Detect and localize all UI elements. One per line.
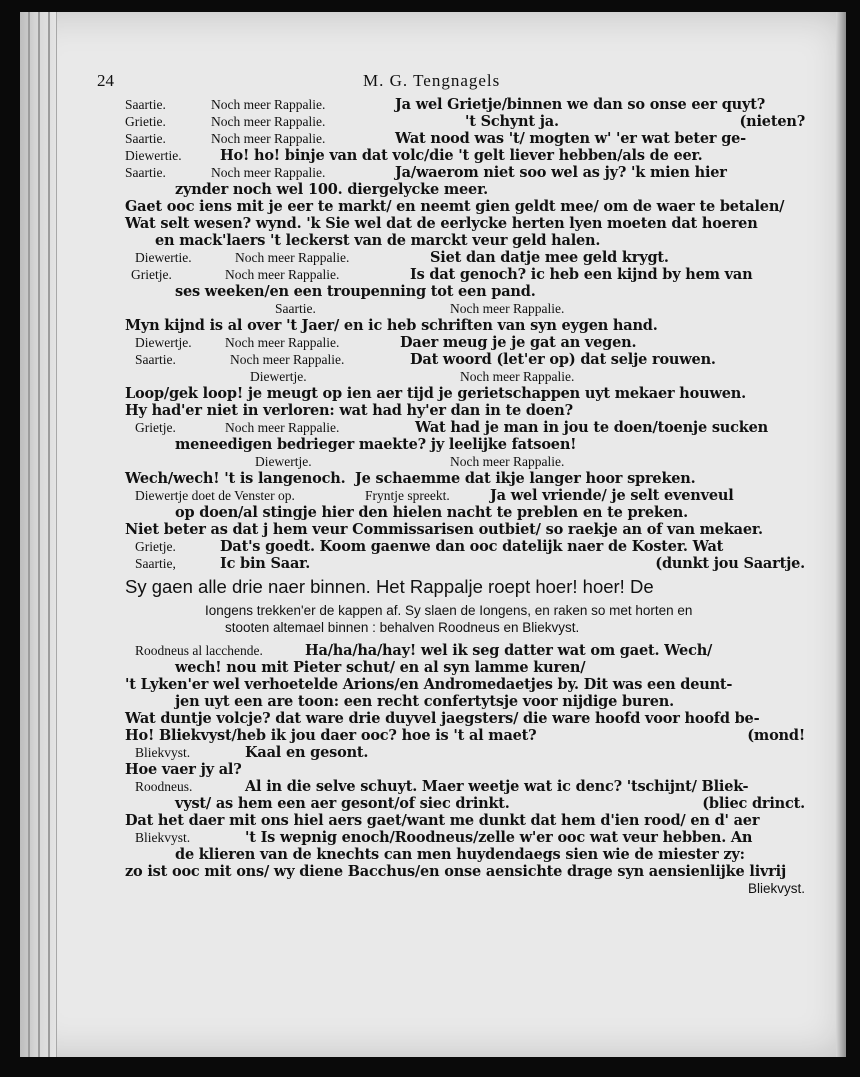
page-text — [97, 71, 805, 897]
verse-line: Niet beter as dat j hem veur Commissarisen outbiet/ so raekje an of van mekaer. — [125, 521, 763, 538]
speaker: Diewertje doet de Venster op. — [135, 488, 295, 503]
speaker: Diewertie. — [125, 148, 182, 163]
verse-line: 't Lyken'er wel verhoetelde Arions/en Andromedaetjes by. Dit was een deunt- — [125, 676, 733, 693]
refrain: Noch meer Rappalie. — [211, 131, 326, 146]
refrain: Noch meer Rappalie. — [230, 352, 345, 367]
refrain: Noch meer Rappalie. — [450, 301, 565, 316]
verse-line: Ha/ha/ha/hay! wel ik seg datter wat om gaet. Wech/ — [305, 642, 713, 659]
verse-turnover: (bliec drinct. — [702, 795, 805, 812]
speaker: Bliekvyst. — [135, 745, 191, 760]
verse-line: 't Schynt ja. — [465, 113, 559, 130]
verse-turnover: (mond! — [747, 727, 805, 744]
refrain: Noch meer Rappalie. — [211, 165, 326, 180]
verse-line: Wech/wech! 't is langenoch. — [125, 470, 346, 487]
page-number: 24 — [97, 71, 114, 90]
speaker: Diewertie. — [135, 250, 192, 265]
verse-line: Wat had je man in jou te doen/toenje sucken — [415, 419, 768, 436]
refrain: Noch meer Rappalie. — [460, 369, 575, 384]
speaker: Saartie, — [135, 556, 176, 571]
verse-line: Daer meug je je gat an vegen. — [400, 334, 637, 351]
speaker: Saartie. — [125, 97, 166, 112]
refrain: Fryntje spreekt. — [365, 488, 450, 503]
refrain: Noch meer Rappalie. — [450, 454, 565, 469]
speaker: Saartie. — [275, 301, 316, 316]
verse-line: Wat duntje volcje? dat ware drie duyvel jaegsters/ die ware hoofd voor hoofd be- — [125, 710, 760, 727]
refrain: Noch meer Rappalie. — [225, 267, 340, 282]
verse-line: Ja wel vriende/ je selt evenveul — [490, 487, 734, 504]
verse-line: Ja wel Grietje/binnen we dan so onse eer quyt? — [395, 96, 765, 113]
running-title: M. G. Tengnagels — [363, 71, 501, 90]
speaker: Diewertje. — [135, 335, 192, 350]
verse-line: Gaet ooc iens mit je eer te markt/ en neemt gien geldt mee/ om de waer te betalen/ — [125, 198, 785, 215]
verse-line: op doen/al stingje hier den hielen nacht te preblen en te preken. — [175, 504, 688, 521]
verse-line: meneedigen bedrieger maekte? jy leelijke fatsoen! — [175, 436, 577, 453]
verse-line: Kaal en gesont. — [245, 744, 369, 761]
verse-line: de klieren van de knechts can men huydendaegs sien wie de miester zy: — [175, 846, 745, 863]
refrain: Noch meer Rappalie. — [235, 250, 350, 265]
stage-direction: Sy gaen alle drie naer binnen. Het Rappalje roept hoer! hoer! De — [125, 576, 654, 597]
verse-line: Dat het daer mit ons hiel aers gaet/want me dunkt dat hem d'ien rood/ en d' aer — [125, 812, 760, 829]
verse-line: ses weeken/en een troupenning tot een pand. — [175, 283, 536, 300]
verse-line: Myn kijnd is al over 't Jaer/ en ic heb schriften van syn eygen hand. — [125, 317, 658, 334]
speaker: Bliekvyst. — [135, 830, 191, 845]
verse-line: en mack'laers 't leckerst van de marckt veur geld halen. — [155, 232, 601, 249]
stage-direction-line: stooten altemael binnen : behalven Roodneus en Bliekvyst. — [225, 620, 580, 635]
verse-line: Ho! Bliekvyst/heb ik jou daer ooc? hoe is 't al maet? — [125, 727, 537, 744]
speaker: Grietje. — [131, 267, 172, 282]
verse-line: Dat woord (let'er op) dat selje rouwen. — [410, 351, 716, 368]
gutter-line — [48, 12, 50, 1057]
speaker: Roodneus. — [135, 779, 193, 794]
verse-line: Je schaemme dat ikje langer hoor spreken. — [355, 470, 696, 487]
page-header — [97, 71, 805, 96]
refrain: Noch meer Rappalie. — [225, 335, 340, 350]
gutter-line — [38, 12, 40, 1057]
verse-turnover: (nieten? — [739, 113, 805, 130]
speaker: Diewertje. — [250, 369, 307, 384]
verse-line: Hoe vaer jy al? — [125, 761, 242, 778]
verse-line: Ho! ho! binje van dat volc/die 't gelt liever hebben/als de eer. — [220, 147, 703, 164]
verse-line: Dat's goedt. Koom gaenwe dan ooc datelijk naer de Koster. Wat — [220, 538, 724, 555]
speaker: Saartie. — [125, 131, 166, 146]
refrain: Noch meer Rappalie. — [211, 97, 326, 112]
verse-line: Loop/gek loop! je meugt op ien aer tijd je gerietschappen uyt mekaer houwen. — [125, 385, 746, 402]
verse-line: wech! nou mit Pieter schut/ en al syn lamme kuren/ — [175, 659, 586, 676]
speaker: Grietje. — [135, 539, 176, 554]
verse-line: jen uyt een are toon: een recht confertytsje voor nijdige buren. — [175, 693, 674, 710]
catchword: Bliekvyst. — [747, 881, 805, 896]
stage-direction-line: Iongens trekken'er de kappen af. Sy slaen de Iongens, en raken so met horten en — [205, 603, 693, 618]
verse-line: Hy had'er niet in verloren: wat had hy'er dan in te doen? — [125, 402, 573, 419]
speaker: Grietie. — [125, 114, 166, 129]
verse-line: Ja/waerom niet soo wel as jy? 'k mien hier — [395, 164, 727, 181]
book-page — [20, 12, 846, 1057]
speaker: Diewertje. — [255, 454, 312, 469]
verse-turnover: (dunkt jou Saartje. — [655, 555, 805, 572]
page-edge — [836, 12, 846, 1057]
verse-line: Ic bin Saar. — [220, 555, 311, 572]
verse-line: 't Is wepnig enoch/Roodneus/zelle w'er ooc wat veur hebben. An — [245, 829, 753, 846]
speaker: Saartie. — [135, 352, 176, 367]
verse-line: vyst/ as hem een aer gesont/of siec drinkt. — [175, 795, 510, 812]
verse-line: zynder noch wel 100. diergelycke meer. — [175, 181, 489, 198]
verse-line: Is dat genoch? ic heb een kijnd by hem van — [410, 266, 753, 283]
gutter-line — [28, 12, 30, 1057]
speaker: Saartie. — [125, 165, 166, 180]
speaker: Grietje. — [135, 420, 176, 435]
verse-line: Wat nood was 't/ mogten w' 'er wat beter ge- — [395, 130, 746, 147]
refrain: Noch meer Rappalie. — [225, 420, 340, 435]
verse-line: Al in die selve schuyt. Maer weetje wat ic denc? 'tschijnt/ Bliek- — [245, 778, 749, 795]
verse-line: zo ist ooc mit ons/ wy diene Bacchus/en onse aensichte drage syn aensienlijke livrij — [125, 863, 787, 880]
verse-line: Wat selt wesen? wynd. 'k Sie wel dat de eerlycke herten lyen moeten dat hoeren — [125, 215, 758, 232]
refrain: Noch meer Rappalie. — [211, 114, 326, 129]
verse-line: Siet dan datje mee geld krygt. — [430, 249, 669, 266]
speaker: Roodneus al lacchende. — [135, 643, 263, 658]
